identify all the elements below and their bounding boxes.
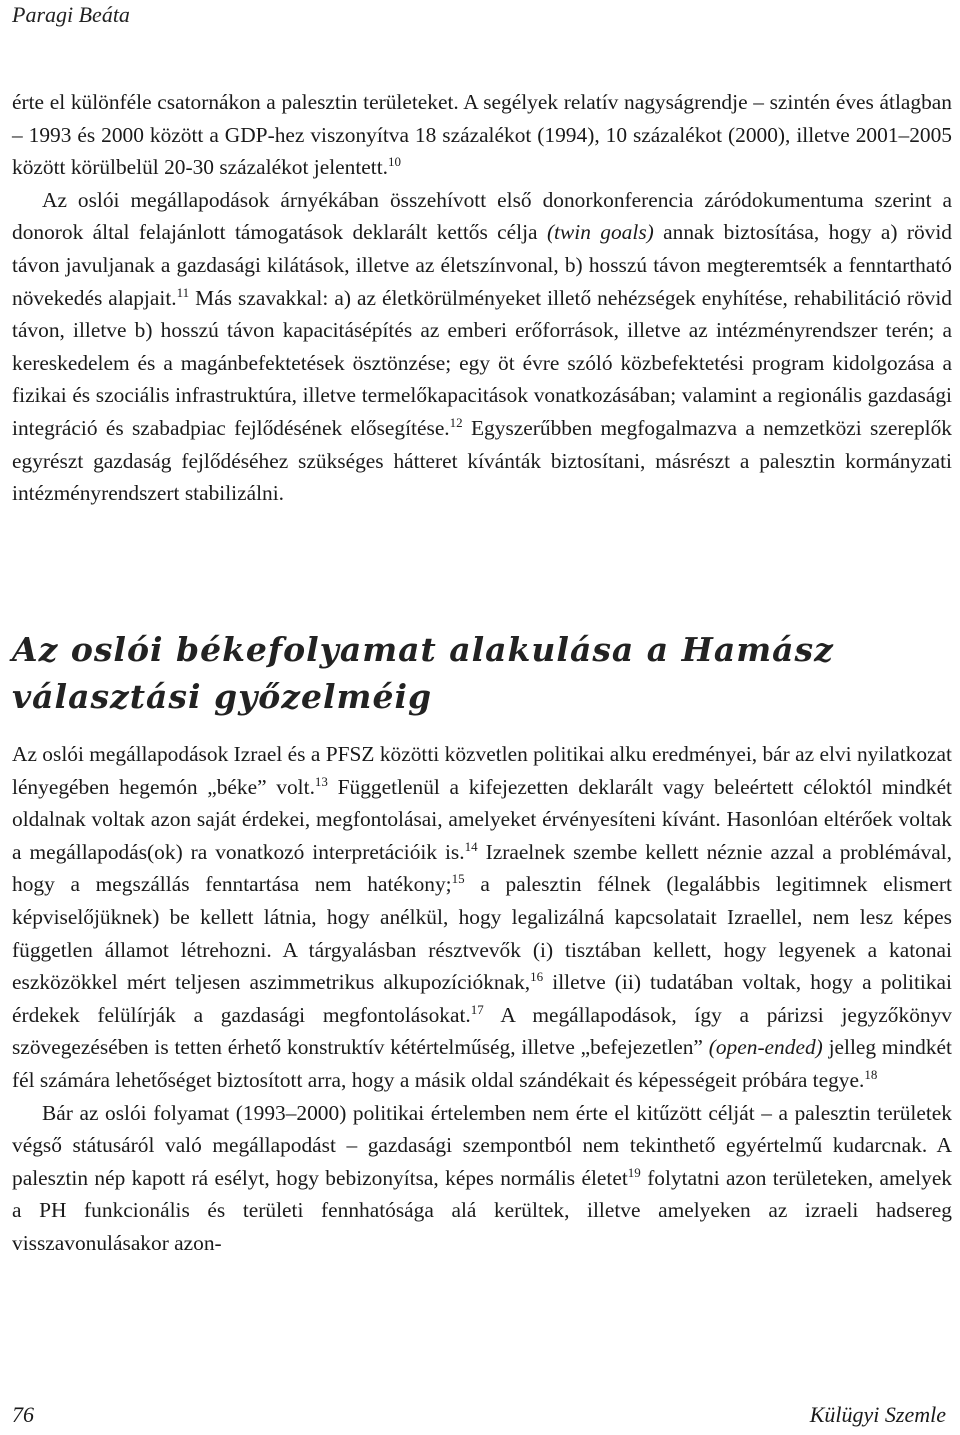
text-span: Izraelnek szembe kellett néznie azzal a problémával, hogy a megszállás fenntartása nem hatékony;: [12, 839, 952, 897]
section-heading: Az oslói békefolyamat alakulása a Hamász választási győzelméig: [12, 630, 834, 716]
text-span: Bár az oslói folyamat (1993–2000) politikai értelemben nem érte el kitűzött célját – a palesztin területek végső státusáról való megállapodást – gazdasági szempontból nem tekinthető egyértelmű kudarcnak. A palesztin nép kapott rá esélyt, hogy bebizonyítsa, képes normális életet: [12, 1100, 952, 1190]
footnote-ref[interactable]: 15: [451, 871, 465, 887]
italic-term: (open-ended): [708, 1035, 823, 1060]
footnote-ref[interactable]: 16: [530, 969, 544, 985]
footnote-ref[interactable]: 19: [627, 1164, 641, 1180]
body-text-section: [12, 738, 952, 1260]
text-span: érte el különféle csatornákon a palesztin területeket. A segélyek relatív nagyságrendje – szintén éves átlagban – 1993 és 2000 között a GDP-hez viszonyítva 18 százalékot (1994), 10 százalékot (2000), illetve 2001–2005 között körülbelül 20-30 százalékot jelentett.: [12, 90, 952, 180]
text-span: Az oslói megállapodások Izrael és a PFSZ közötti közvetlen politikai alku eredményei, bár az elvi nyilatkozat lényegében hegemón „béke” volt.: [12, 742, 952, 799]
footnote-ref[interactable]: 17: [470, 1001, 484, 1017]
running-header: Paragi Beáta: [12, 2, 130, 27]
text-span: Egyszerűbben megfogalmazva a nemzetközi szereplők egyrészt gazdaság fejlődéséhez szükséges hátteret kívánták biztosítani, másrészt a palesztin kormányzati intézményrendszert stabilizálni.: [12, 415, 952, 506]
text-span: A megállapodások, így a párizsi jegyzőkönyv szövegezésében is tetten érhető konstruktív kétértelműség, illetve „befejezetlen”: [12, 1002, 952, 1060]
footnote-ref[interactable]: 14: [464, 838, 478, 854]
footnote-ref[interactable]: 18: [864, 1066, 878, 1082]
italic-term: (twin goals): [546, 220, 654, 245]
paragraph: [12, 738, 952, 1097]
text-span: Az oslói megállapodások árnyékában összehívott első donorkonferencia záródokumentuma szerint a donorok által felajánlott támogatások deklarált kettős célja: [12, 187, 952, 245]
paragraph: [12, 184, 952, 510]
text-span: Függetlenül a kifejezetten deklarált vagy beleértett céloktól mindkét oldalnak voltak azon saját érdekei, megfontolásai, amelyeket érvényesíteni kívánt. Hasonlóan eltérőek voltak a megállapodás(ok) ra vonatkozó interpretációik is.: [12, 774, 953, 864]
text-span: folytatni azon területeken, amelyek a PH funkcionális és területi fennhatósága alá kerültek, illetve amelyeken az izraeli hadsereg visszavonulásakor azon-: [12, 1165, 953, 1255]
footnote-ref[interactable]: 12: [449, 414, 463, 430]
paragraph: [12, 1097, 952, 1260]
page-number: 76: [12, 1402, 34, 1427]
body-text-top: [12, 86, 952, 510]
text-span: jelleg mindkét fél számára lehetőséget biztosított arra, hogy a másik oldal szándékait és képességeit próbára tegye.: [12, 1035, 952, 1092]
paragraph: [12, 86, 952, 184]
footnote-ref[interactable]: 11: [176, 284, 190, 300]
footnote-ref[interactable]: 10: [388, 154, 401, 170]
text-span: annak biztosítása, hogy a) rövid távon javuljanak a gazdasági kilátások, illetve az életszínvonal, b) hosszú távon megteremtsék a fenntartható növekedés alapjait.: [12, 220, 952, 310]
journal-name: Külügyi Szemle: [809, 1402, 946, 1427]
text-span: a palesztin félnek (legalábbis legitimnek elismert képviselőjüknek) be kellett látnia, hogy anélkül, hogy legalizálná kapcsolatait Izraellel, nem lesz képes független államot létrehozni. A tárgyalásban résztvevők (i) tisztában kellett, hogy legyenek a katonai eszközökkel mért teljesen aszimmetrikus alkupozícióknak,: [12, 872, 952, 995]
text-span: illetve (ii) tudatában voltak, hogy a politikai érdekek felülírják a gazdasági megfontolásokat.: [12, 970, 952, 1027]
text-span: Más szavakkal: a) az életkörülményeket illető nehézségek enyhítése, rehabilitáció rövid távon, illetve b) hosszú távon kapacitásépítés az emberi erőforrások, illetve az intézményrendszer terén; a kereskedelem és a magánbefektetések ösztönzése; egy öt évre szóló közbefektetési program kidolgozása a fizikai és szociális infrastruktúra, illetve termelőkapacitások vonatkozásában; valamint a regionális gazdasági integráció és szabadpiac fejlődésének elősegítése.: [12, 285, 952, 440]
footnote-ref[interactable]: 13: [314, 773, 328, 789]
